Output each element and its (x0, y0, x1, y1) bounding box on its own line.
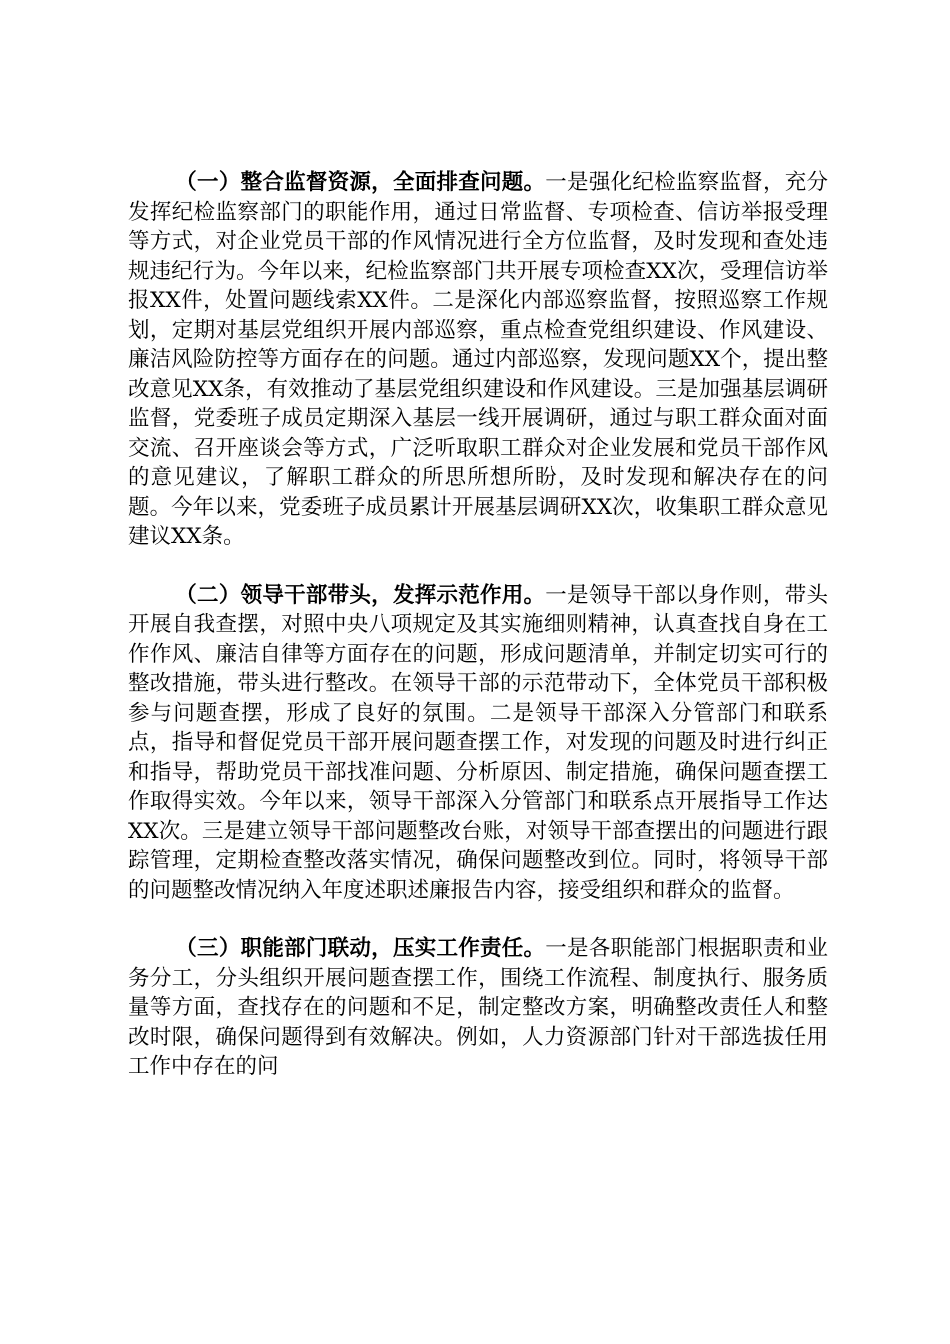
paragraph-3-body: 一是各职能部门根据职责和业务分工，分头组织开展问题查摆工作，围绕工作流程、制度执行、服务质量等方面，查找存在的问题和不足，制定整改方案，明确整改责任人和整改时限，确保问题得到有效解决。例如，人力资源部门针对干部选拔任用工作中存在的问 (128, 936, 828, 1079)
document-page (128, 168, 828, 1082)
paragraph-3-heading: （三）职能部门联动，压实工作责任。 (175, 936, 546, 961)
paragraph-3 (128, 934, 828, 1082)
paragraph-1-heading: （一）整合监督资源，全面排查问题。 (175, 170, 546, 195)
paragraph-1 (128, 168, 828, 552)
paragraph-2-heading: （二）领导干部带头，发挥示范作用。 (175, 582, 546, 608)
paragraph-1-body: 一是强化纪检监察监督，充分发挥纪检监察部门的职能作用，通过日常监督、专项检查、信访举报受理等方式，对企业党员干部的作风情况进行全方位监督，及时发现和查处违规违纪行为。今年以来，纪检监察部门共开展专项检查XX次，受理信访举报XX件，处置问题线索XX件。二是深化内部巡察监督，按照巡察工作规划，定期对基层党组织开展内部巡察，重点检查党组织建设、作风建设、廉洁风险防控等方面存在的问题。通过内部巡察，发现问题XX个，提出整改意见XX条，有效推动了基层党组织建设和作风建设。三是加强基层调研监督，党委班子成员定期深入基层一线开展调研，通过与职工群众面对面交流、召开座谈会等方式，广泛听取职工群众对企业发展和党员干部作风的意见建议，了解职工群众的所思所想所盼，及时发现和解决存在的问题。今年以来，党委班子成员累计开展基层调研XX次，收集职工群众意见建议XX条。 (128, 170, 828, 549)
paragraph-2 (128, 581, 828, 906)
paragraph-2-body: 一是领导干部以身作则，带头开展自我查摆，对照中央八项规定及其实施细则精神，认真查找自身在工作作风、廉洁自律等方面存在的问题，形成问题清单，并制定切实可行的整改措施，带头进行整改。在领导干部的示范带动下，全体党员干部积极参与问题查摆，形成了良好的氛围。二是领导干部深入分管部门和联系点，指导和督促党员干部开展问题查摆工作，对发现的问题及时进行纠正和指导，帮助党员干部找准问题、分析原因、制定措施，确保问题查摆工作取得实效。今年以来，领导干部深入分管部门和联系点开展指导工作达XX次。三是建立领导干部问题整改台账，对领导干部查摆出的问题进行跟踪管理，定期检查整改落实情况，确保问题整改到位。同时，将领导干部的问题整改情况纳入年度述职述廉报告内容，接受组织和群众的监督。 (128, 582, 828, 903)
